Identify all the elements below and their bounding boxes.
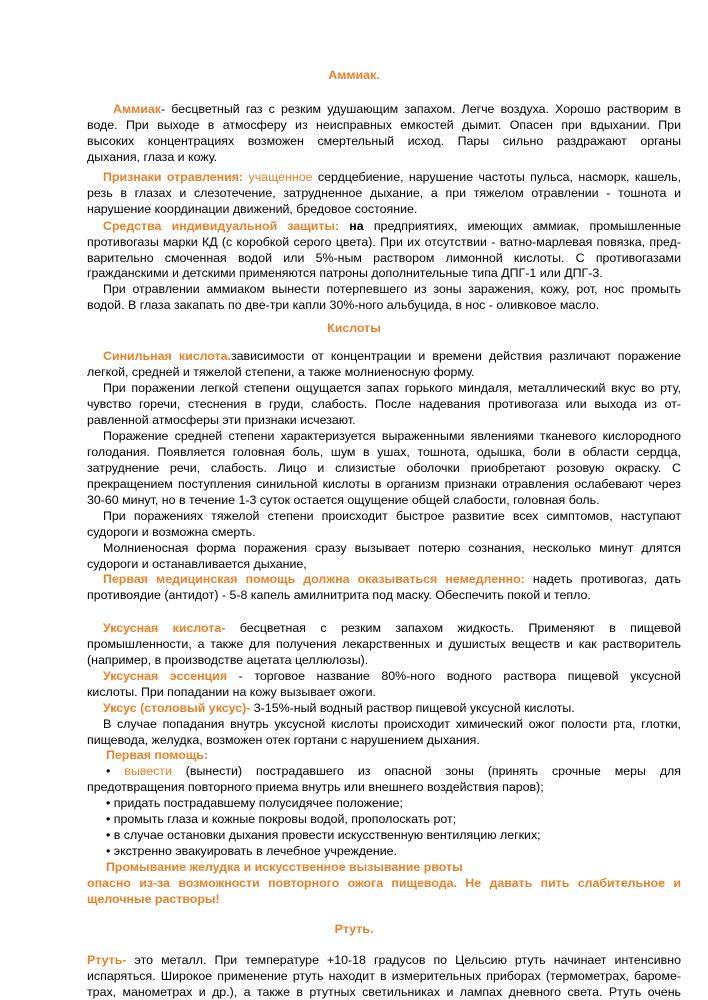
vinegar-line: Уксус (столовый уксус)- 3-15%-ный водный раствор пищевой уксусной кислоты. bbox=[103, 701, 575, 715]
first-aid-item-4: • в случае остановки дыхания провести искусственную вентиляцию легких; bbox=[106, 828, 541, 842]
cyanide-line-6: Поражение средней степени характеризуется выраженными явлениями тканевого кислородного bbox=[103, 429, 681, 443]
first-aid-item-1-line-1: • вывести (вынести) пострадавшего из опасной зоны (принять срочные меры для bbox=[106, 764, 681, 778]
cyanide-line-5: равленной атмосферы эти признаки исчезают. bbox=[87, 413, 356, 427]
ammonia-protection-line-3: варительно смоченная водой или 5%-ным раствором лимонной кислоты. С противогазами bbox=[87, 251, 681, 265]
acetic-acid-line-3: (например, в производстве ацетата целлюлозы). bbox=[87, 653, 369, 667]
first-aid-heading: Первая помощь: bbox=[106, 748, 209, 762]
ammonia-symptoms-line-1: Признаки отравления: учащенное сердцебиение, нарушение частоты пульса, насморк, кашель, bbox=[103, 170, 681, 184]
acetic-acid-line-1: Уксусная кислота- бесцветная с резким запахом жидкость. Применяют в пищевой bbox=[103, 621, 681, 635]
essence-line-1: Уксусная эссенция - торговое название 80%-ного водного раствора пищевой уксусной bbox=[103, 669, 681, 683]
cyanide-aid-line-1: Первая медицинская помощь должна оказываться немедленно: надеть противогаз, дать bbox=[103, 572, 681, 586]
ammonia-para-1-line-2: воде. При выходе в атмосферу из неисправных емкостей дымит. Опасен при вдыхании. При bbox=[87, 118, 681, 132]
cyanide-line-7: голодания. Появляется головная боль, шум в ушах, тошнота, одышка, боли в области сердца, bbox=[87, 445, 681, 459]
cyanide-line-2: легкой, средней и тяжелой степени, а также молниеносную форму. bbox=[87, 365, 475, 379]
section-title-mercury: Ртуть. bbox=[334, 922, 374, 936]
ammonia-aid-line-2: водой. В глаза закапать по две-три капли 30%-ного альбуцида, в нос - оливковое масло. bbox=[87, 298, 600, 312]
ammonia-protection-line-1: Средства индивидуальной защиты: на предприятиях, имеющих аммиак, промышленные bbox=[103, 219, 681, 233]
cyanide-line-13: Молниеносная форма поражения сразу вызывает потерю сознания, несколько минут длятся bbox=[103, 541, 681, 555]
acetic-burn-line-1: В случае попадания внутрь уксусной кислоты происходит химический ожог полости рта, глотки, bbox=[103, 717, 681, 731]
ammonia-para-1-line-4: дыхания, глаза и кожу. bbox=[87, 150, 218, 164]
ammonia-symptoms-line-2: резь в глазах и слезотечение, затрудненное дыхание, а при тяжелом отравлении - тошнота и bbox=[87, 186, 681, 200]
mercury-line-3: трах, манометрах и др.), а также в ртутных светильниках и лампах дневного света. Ртуть очень bbox=[87, 985, 681, 999]
warning-line-2: опасно из-за возможности повторного ожога пищевода. Не давать пить слабительное и bbox=[87, 876, 681, 890]
cyanide-line-11: При поражениях тяжелой степени происходит быстрое развитие всех симптомов, наступают bbox=[103, 509, 681, 523]
cyanide-line-4: чувство горечи, стеснения в груди, слабость. После надевания противогаза или выхода из от- bbox=[87, 397, 681, 411]
mercury-line-1: Ртуть- это металл. При температуре +10-18 градусов по Цельсию ртуть начинает интенсивно bbox=[87, 953, 681, 967]
essence-line-2: кислоты. При попадании на кожу вызывает ожоги. bbox=[87, 685, 376, 699]
warning-line-3: щелочные растворы! bbox=[87, 892, 220, 906]
warning-line-1: Промывание желудка и искусственное вызывание рвоты bbox=[106, 860, 463, 874]
mercury-line-2: испаряться. Широкое применение ртуть находит в измерительных приборах (термометрах, бароме- bbox=[87, 969, 681, 983]
cyanide-line-9: прекращением поступления синильной кислоты в организм признаки отравления ослабевают через bbox=[87, 477, 681, 491]
cyanide-line-14: судороги и останавливается дыхание, bbox=[87, 557, 307, 571]
first-aid-item-3: • промыть глаза и кожные покровы водой, прополоскать рот; bbox=[106, 812, 457, 826]
ammonia-para-1-line-3: высоких концентрациях возможен смертельный исход. Пары сильно раздражают органы bbox=[87, 134, 681, 148]
ammonia-protection-line-4: гражданскими и детскими применяются патроны дополнительные типа ДПГ-1 или ДПГ-3. bbox=[87, 266, 603, 280]
ammonia-symptoms-line-3: нарушение координации движений, бредовое состояние. bbox=[87, 202, 418, 216]
ammonia-protection-line-2: противогазы марки КД (с коробкой серого цвета). При их отсутствии - ватно-марлевая повязка, пред- bbox=[87, 235, 681, 249]
section-title-acids: Кислоты bbox=[327, 321, 381, 335]
cyanide-line-12: судороги и возможна смерть. bbox=[87, 525, 256, 539]
cyanide-line-8: затруднение речи, слабость. Лицо и слизистые оболочки приобретают розовую окраску. С bbox=[87, 461, 681, 475]
cyanide-aid-line-2: противоядие (антидот) - 5-8 капель амилнитрита под маску. Обеспечить покой и тепло. bbox=[87, 588, 591, 602]
first-aid-item-2: • придать пострадавшему полусидячее положение; bbox=[106, 796, 403, 810]
acetic-burn-line-2: пищевода, желудка, возможен отек гортани с нарушением дыхания. bbox=[87, 733, 480, 747]
cyanide-line-3: При поражении легкой степени ощущается запах горького миндаля, металлический вкус во рту, bbox=[103, 381, 681, 395]
ammonia-para-1-line-1: Аммиак- бесцветный газ с резким удушающим запахом. Легче воздуха. Хорошо растворим в bbox=[113, 102, 681, 116]
cyanide-line-1: Синильная кислота.зависимости от концентрации и времени действия различают поражение bbox=[103, 349, 681, 363]
cyanide-line-10: 30-60 минут, но в течение 1-3 суток остается ощущение общей слабости, головная боль. bbox=[87, 493, 600, 507]
section-title-ammonia: Аммиак. bbox=[328, 68, 380, 82]
ammonia-aid-line-1: При отравлении аммиаком вынести потерпевшего из зоны заражения, кожу, рот, нос промыть bbox=[103, 282, 681, 296]
acetic-acid-line-2: промышленности, а также для получения лекарственных и душистых веществ и как растворитель bbox=[87, 637, 681, 651]
first-aid-item-5: • экстренно эвакуировать в лечебное учреждение. bbox=[106, 844, 397, 858]
first-aid-item-1-line-2: предотвращения повторного приема внутрь или внешнего воздействия паров); bbox=[87, 780, 544, 794]
